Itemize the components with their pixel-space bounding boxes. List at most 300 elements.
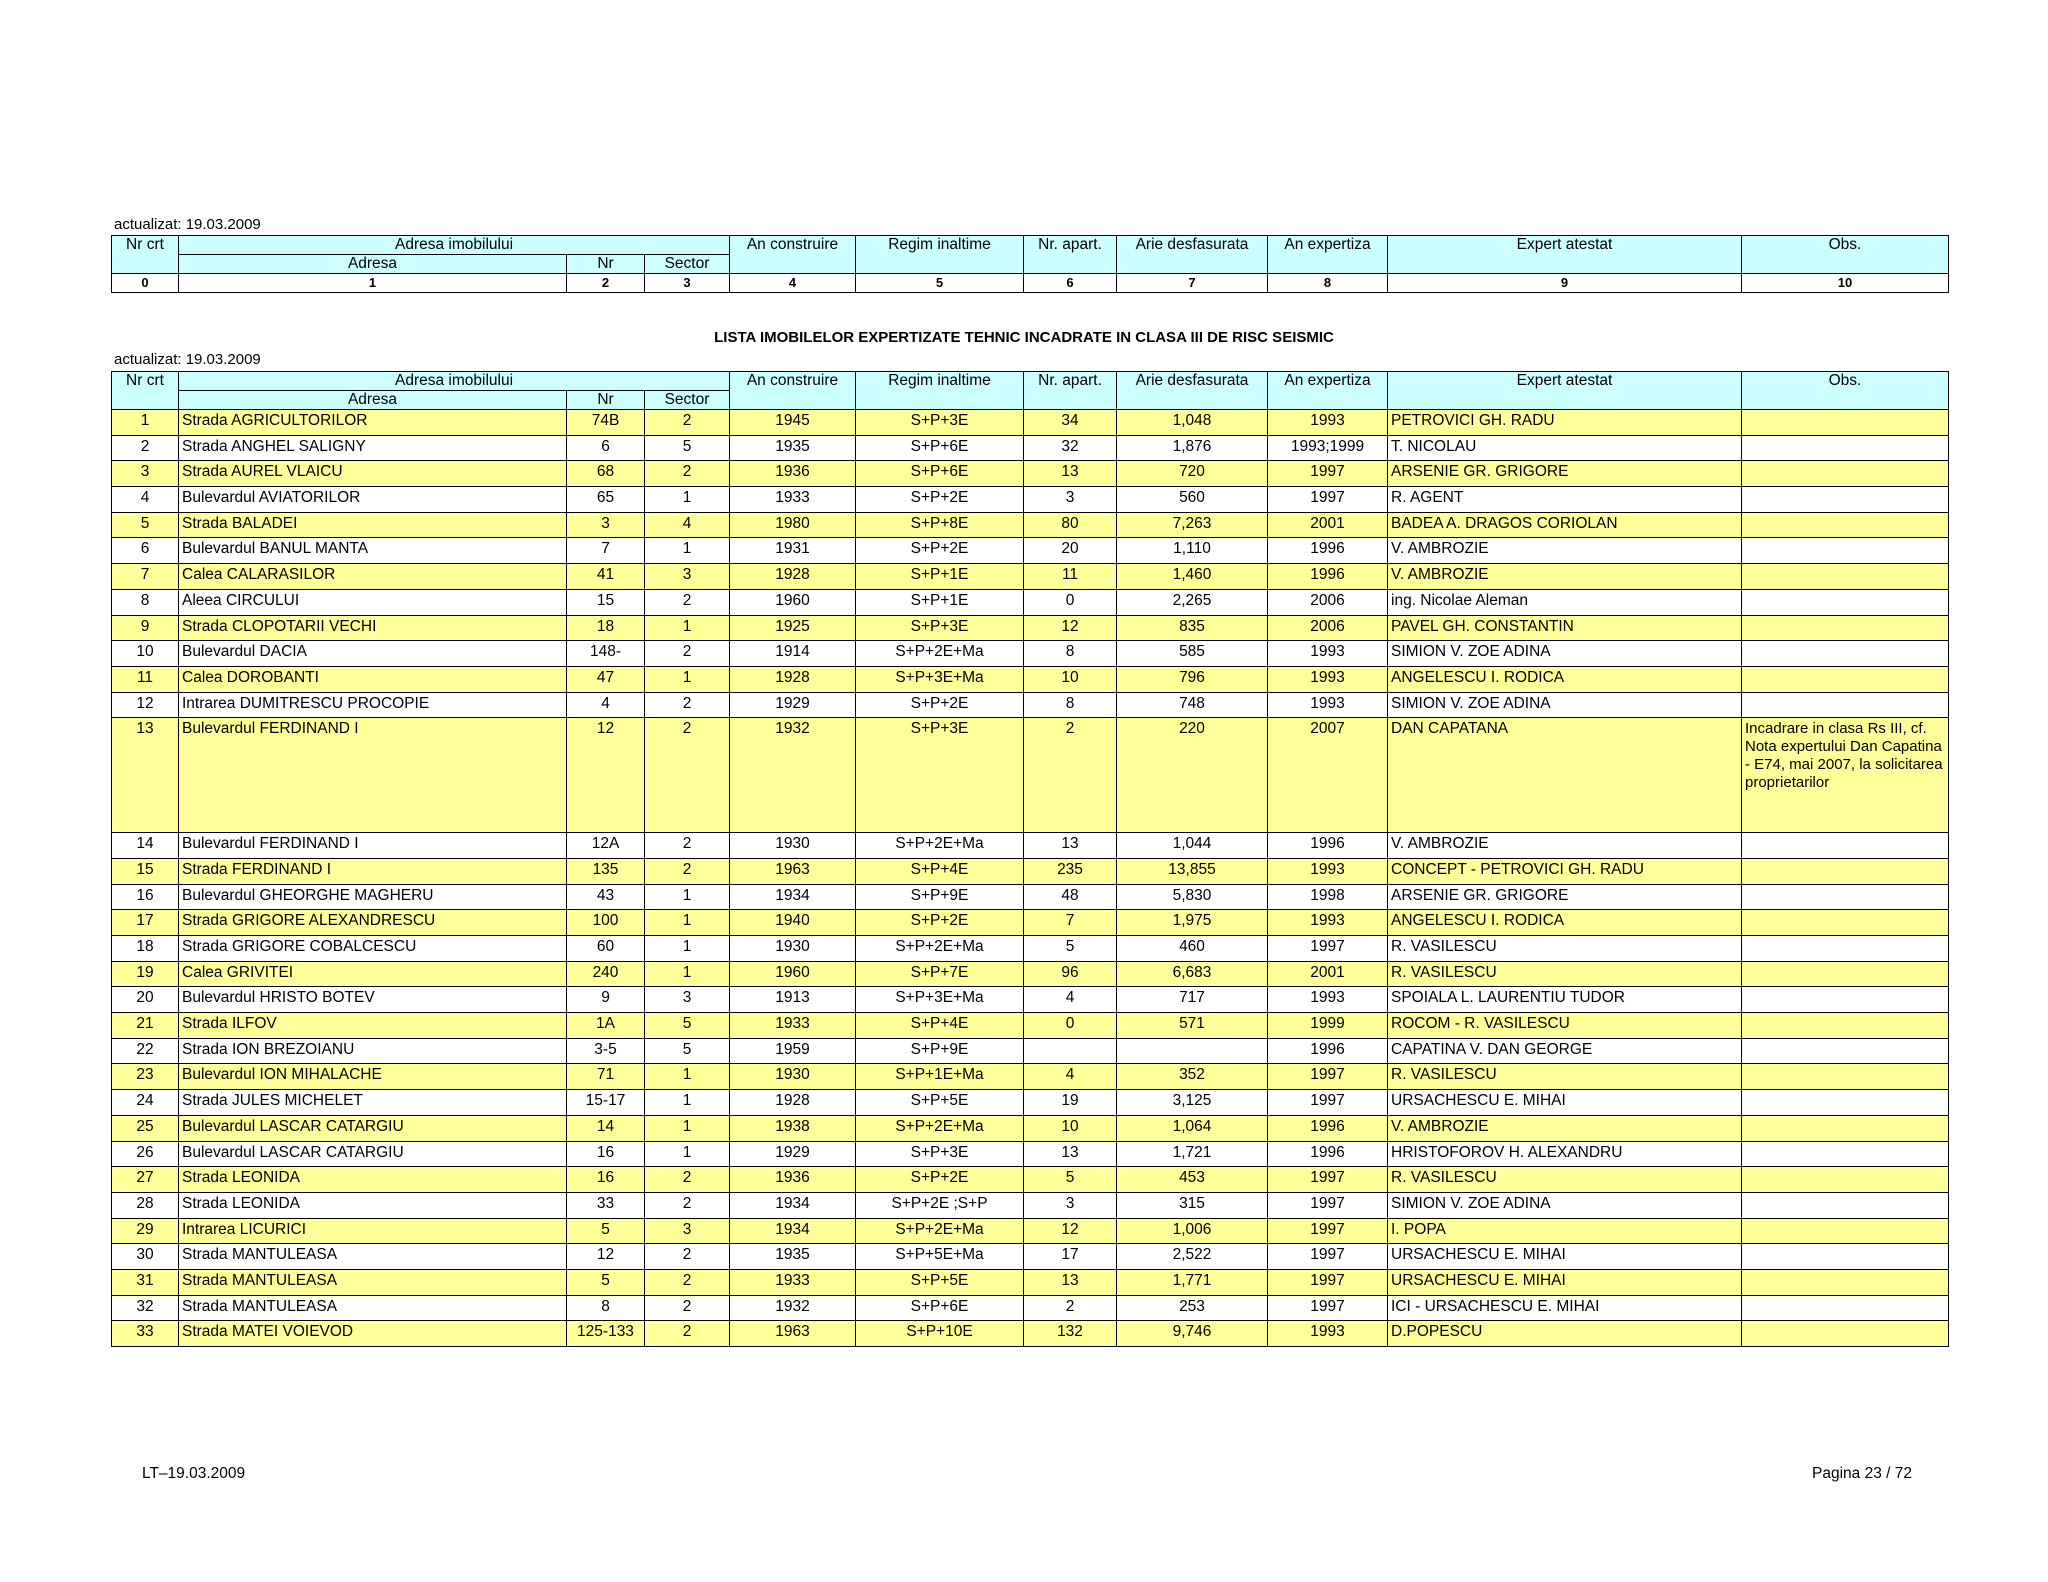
cell-adresa: Strada LEONIDA	[179, 1167, 567, 1193]
cell-an-expertiza: 1997	[1268, 1167, 1388, 1193]
cell-arie: 1,876	[1117, 435, 1268, 461]
header-expert: Expert atestat	[1388, 236, 1742, 274]
table-row	[112, 615, 1949, 641]
header-nr: Nr	[567, 255, 645, 274]
cell-an-expertiza: 1993	[1268, 858, 1388, 884]
table-row	[112, 1064, 1949, 1090]
cell-an-construire: 1963	[730, 858, 856, 884]
column-number: 2	[567, 274, 645, 293]
cell-regim-inaltime: S+P+2E	[856, 692, 1024, 718]
table-row	[112, 1090, 1949, 1116]
cell-arie: 1,721	[1117, 1141, 1268, 1167]
cell-an-construire: 1945	[730, 410, 856, 436]
table-row	[112, 833, 1949, 859]
cell-expert: T. NICOLAU	[1388, 435, 1742, 461]
cell-sector: 2	[645, 641, 730, 667]
cell-sector: 2	[645, 1321, 730, 1347]
cell-nr-crt: 11	[112, 666, 179, 692]
cell-nr-apart: 13	[1024, 1141, 1117, 1167]
cell-an-construire: 1928	[730, 666, 856, 692]
document-title: LISTA IMOBILELOR EXPERTIZATE TEHNIC INCADRATE IN CLASA III DE RISC SEISMIC	[714, 329, 1334, 346]
cell-nr-apart: 96	[1024, 961, 1117, 987]
cell-nr-crt: 33	[112, 1321, 179, 1347]
cell-nr-apart: 132	[1024, 1321, 1117, 1347]
cell-an-construire: 1980	[730, 512, 856, 538]
cell-sector: 1	[645, 910, 730, 936]
cell-nr: 60	[567, 936, 645, 962]
cell-nr-crt: 29	[112, 1218, 179, 1244]
cell-an-expertiza: 2001	[1268, 961, 1388, 987]
column-number: 3	[645, 274, 730, 293]
cell-obs	[1742, 410, 1949, 436]
cell-arie: 352	[1117, 1064, 1268, 1090]
table-row	[112, 1038, 1949, 1064]
cell-nr: 71	[567, 1064, 645, 1090]
cell-nr-crt: 2	[112, 435, 179, 461]
cell-nr: 5	[567, 1269, 645, 1295]
cell-obs	[1742, 833, 1949, 859]
cell-nr-crt: 32	[112, 1295, 179, 1321]
cell-adresa: Strada AUREL VLAICU	[179, 461, 567, 487]
cell-nr-crt: 12	[112, 692, 179, 718]
cell-expert: ANGELESCU I. RODICA	[1388, 910, 1742, 936]
cell-nr-apart: 80	[1024, 512, 1117, 538]
cell-nr-crt: 19	[112, 961, 179, 987]
cell-sector: 2	[645, 858, 730, 884]
cell-expert: ing. Nicolae Aleman	[1388, 589, 1742, 615]
cell-sector: 1	[645, 1115, 730, 1141]
cell-an-construire: 1935	[730, 1244, 856, 1270]
table-row	[112, 1013, 1949, 1039]
cell-nr: 3	[567, 512, 645, 538]
cell-obs	[1742, 538, 1949, 564]
cell-sector: 4	[645, 512, 730, 538]
cell-an-expertiza: 1997	[1268, 936, 1388, 962]
footer-date: LT–19.03.2009	[142, 1465, 246, 1482]
cell-sector: 1	[645, 666, 730, 692]
cell-an-expertiza: 1996	[1268, 1141, 1388, 1167]
cell-regim-inaltime: S+P+5E	[856, 1269, 1024, 1295]
cell-nr-apart: 11	[1024, 564, 1117, 590]
cell-an-expertiza: 1997	[1268, 461, 1388, 487]
cell-sector: 2	[645, 718, 730, 833]
cell-obs	[1742, 1244, 1949, 1270]
cell-adresa: Bulevardul LASCAR CATARGIU	[179, 1141, 567, 1167]
cell-an-expertiza: 1996	[1268, 538, 1388, 564]
cell-an-construire: 1925	[730, 615, 856, 641]
cell-arie: 13,855	[1117, 858, 1268, 884]
cell-expert: ANGELESCU I. RODICA	[1388, 666, 1742, 692]
table-row	[112, 1141, 1949, 1167]
cell-nr: 1A	[567, 1013, 645, 1039]
cell-adresa: Bulevardul FERDINAND I	[179, 833, 567, 859]
cell-nr-crt: 10	[112, 641, 179, 667]
header-nr-apart: Nr. apart.	[1024, 236, 1117, 274]
cell-obs	[1742, 1269, 1949, 1295]
cell-obs	[1742, 1192, 1949, 1218]
cell-nr: 68	[567, 461, 645, 487]
cell-arie: 1,460	[1117, 564, 1268, 590]
cell-an-expertiza: 1996	[1268, 564, 1388, 590]
cell-nr-apart: 7	[1024, 910, 1117, 936]
cell-obs: Incadrare in clasa Rs III, cf. Nota expertului Dan Capatina - E74, mai 2007, la solicitarea proprietarilor	[1742, 718, 1949, 833]
cell-an-construire: 1934	[730, 1218, 856, 1244]
cell-nr-crt: 16	[112, 884, 179, 910]
cell-an-expertiza: 1997	[1268, 1269, 1388, 1295]
cell-nr-apart: 48	[1024, 884, 1117, 910]
cell-expert: PETROVICI GH. RADU	[1388, 410, 1742, 436]
cell-an-expertiza: 1998	[1268, 884, 1388, 910]
cell-an-expertiza: 1997	[1268, 1064, 1388, 1090]
cell-an-expertiza: 1999	[1268, 1013, 1388, 1039]
cell-expert: PAVEL GH. CONSTANTIN	[1388, 615, 1742, 641]
cell-expert: V. AMBROZIE	[1388, 564, 1742, 590]
cell-an-expertiza: 2006	[1268, 589, 1388, 615]
cell-expert: ROCOM - R. VASILESCU	[1388, 1013, 1742, 1039]
cell-an-construire: 1930	[730, 833, 856, 859]
cell-obs	[1742, 961, 1949, 987]
cell-expert: D.POPESCU	[1388, 1321, 1742, 1347]
cell-an-construire: 1934	[730, 884, 856, 910]
cell-nr-crt: 22	[112, 1038, 179, 1064]
cell-obs	[1742, 1115, 1949, 1141]
cell-sector: 1	[645, 1090, 730, 1116]
cell-arie: 2,522	[1117, 1244, 1268, 1270]
table-row	[112, 589, 1949, 615]
cell-nr: 41	[567, 564, 645, 590]
cell-nr: 12	[567, 1244, 645, 1270]
cell-obs	[1742, 666, 1949, 692]
cell-obs	[1742, 564, 1949, 590]
cell-adresa: Intrarea LICURICI	[179, 1218, 567, 1244]
cell-obs	[1742, 692, 1949, 718]
cell-regim-inaltime: S+P+1E+Ma	[856, 1064, 1024, 1090]
cell-arie: 315	[1117, 1192, 1268, 1218]
table-row	[112, 461, 1949, 487]
header-adresa: Adresa	[179, 391, 567, 410]
cell-nr: 125-133	[567, 1321, 645, 1347]
cell-expert: R. AGENT	[1388, 487, 1742, 513]
column-number: 9	[1388, 274, 1742, 293]
cell-sector: 5	[645, 1038, 730, 1064]
cell-obs	[1742, 1090, 1949, 1116]
cell-arie: 717	[1117, 987, 1268, 1013]
cell-obs	[1742, 1321, 1949, 1347]
cell-expert: SIMION V. ZOE ADINA	[1388, 641, 1742, 667]
cell-adresa: Calea CALARASILOR	[179, 564, 567, 590]
cell-an-construire: 1935	[730, 435, 856, 461]
cell-expert: ARSENIE GR. GRIGORE	[1388, 461, 1742, 487]
cell-regim-inaltime: S+P+2E	[856, 1167, 1024, 1193]
cell-nr-crt: 8	[112, 589, 179, 615]
header-obs: Obs.	[1742, 372, 1949, 410]
cell-sector: 2	[645, 410, 730, 436]
cell-regim-inaltime: S+P+2E+Ma	[856, 1218, 1024, 1244]
header-nr-crt: Nr crt	[112, 236, 179, 274]
cell-nr-apart: 8	[1024, 641, 1117, 667]
cell-nr-crt: 5	[112, 512, 179, 538]
cell-expert: R. VASILESCU	[1388, 1064, 1742, 1090]
cell-arie: 585	[1117, 641, 1268, 667]
updated-label-top: actualizat: 19.03.2009	[114, 216, 261, 233]
header-adresa: Adresa	[179, 255, 567, 274]
cell-nr-crt: 23	[112, 1064, 179, 1090]
cell-arie: 7,263	[1117, 512, 1268, 538]
cell-arie: 720	[1117, 461, 1268, 487]
cell-expert: ICI - URSACHESCU E. MIHAI	[1388, 1295, 1742, 1321]
cell-regim-inaltime: S+P+2E+Ma	[856, 641, 1024, 667]
cell-an-construire: 1929	[730, 692, 856, 718]
cell-adresa: Strada JULES MICHELET	[179, 1090, 567, 1116]
cell-expert: SPOIALA L. LAURENTIU TUDOR	[1388, 987, 1742, 1013]
table-row	[112, 1115, 1949, 1141]
cell-nr-apart: 32	[1024, 435, 1117, 461]
cell-nr-crt: 13	[112, 718, 179, 833]
cell-an-expertiza: 1993	[1268, 666, 1388, 692]
cell-adresa: Bulevardul LASCAR CATARGIU	[179, 1115, 567, 1141]
cell-arie: 1,110	[1117, 538, 1268, 564]
cell-an-expertiza: 2001	[1268, 512, 1388, 538]
column-number: 1	[179, 274, 567, 293]
cell-nr-apart: 0	[1024, 1013, 1117, 1039]
cell-nr-apart: 10	[1024, 666, 1117, 692]
cell-obs	[1742, 1141, 1949, 1167]
cell-regim-inaltime: S+P+8E	[856, 512, 1024, 538]
cell-an-construire: 1928	[730, 564, 856, 590]
cell-arie: 2,265	[1117, 589, 1268, 615]
cell-nr-crt: 28	[112, 1192, 179, 1218]
cell-an-construire: 1928	[730, 1090, 856, 1116]
table-row	[112, 858, 1949, 884]
cell-regim-inaltime: S+P+7E	[856, 961, 1024, 987]
cell-nr-apart: 235	[1024, 858, 1117, 884]
cell-regim-inaltime: S+P+2E ;S+P	[856, 1192, 1024, 1218]
cell-nr-crt: 20	[112, 987, 179, 1013]
cell-arie: 1,064	[1117, 1115, 1268, 1141]
cell-arie: 9,746	[1117, 1321, 1268, 1347]
cell-nr-crt: 30	[112, 1244, 179, 1270]
header-an-expertiza: An expertiza	[1268, 236, 1388, 274]
cell-nr: 18	[567, 615, 645, 641]
cell-nr-apart: 13	[1024, 461, 1117, 487]
cell-arie: 453	[1117, 1167, 1268, 1193]
header-nr-crt: Nr crt	[112, 372, 179, 410]
cell-arie: 5,830	[1117, 884, 1268, 910]
cell-adresa: Strada MANTULEASA	[179, 1269, 567, 1295]
cell-arie: 1,975	[1117, 910, 1268, 936]
cell-nr-apart: 8	[1024, 692, 1117, 718]
cell-nr: 3-5	[567, 1038, 645, 1064]
cell-expert: SIMION V. ZOE ADINA	[1388, 692, 1742, 718]
cell-expert: V. AMBROZIE	[1388, 1115, 1742, 1141]
cell-regim-inaltime: S+P+2E	[856, 538, 1024, 564]
header-table-top	[111, 235, 1949, 293]
cell-nr-crt: 25	[112, 1115, 179, 1141]
cell-obs	[1742, 884, 1949, 910]
cell-an-construire: 1930	[730, 936, 856, 962]
cell-nr-apart: 12	[1024, 615, 1117, 641]
cell-nr-apart: 34	[1024, 410, 1117, 436]
cell-adresa: Strada CLOPOTARII VECHI	[179, 615, 567, 641]
table-row	[112, 910, 1949, 936]
cell-an-construire: 1959	[730, 1038, 856, 1064]
cell-regim-inaltime: S+P+3E+Ma	[856, 987, 1024, 1013]
cell-nr-crt: 4	[112, 487, 179, 513]
cell-adresa: Bulevardul FERDINAND I	[179, 718, 567, 833]
cell-adresa: Bulevardul BANUL MANTA	[179, 538, 567, 564]
cell-sector: 3	[645, 987, 730, 1013]
table-row	[112, 564, 1949, 590]
cell-an-expertiza: 1993;1999	[1268, 435, 1388, 461]
cell-nr: 100	[567, 910, 645, 936]
cell-an-expertiza: 1993	[1268, 910, 1388, 936]
cell-nr-apart: 5	[1024, 1167, 1117, 1193]
cell-an-construire: 1933	[730, 1013, 856, 1039]
cell-sector: 1	[645, 1141, 730, 1167]
cell-arie: 571	[1117, 1013, 1268, 1039]
cell-nr-apart: 4	[1024, 1064, 1117, 1090]
header-sector: Sector	[645, 255, 730, 274]
cell-arie: 796	[1117, 666, 1268, 692]
cell-regim-inaltime: S+P+3E	[856, 1141, 1024, 1167]
cell-an-construire: 1933	[730, 1269, 856, 1295]
column-number: 4	[730, 274, 856, 293]
cell-adresa: Intrarea DUMITRESCU PROCOPIE	[179, 692, 567, 718]
cell-an-expertiza: 1993	[1268, 1321, 1388, 1347]
cell-arie: 253	[1117, 1295, 1268, 1321]
header-regim-inaltime: Regim inaltime	[856, 236, 1024, 274]
cell-sector: 1	[645, 884, 730, 910]
cell-an-expertiza: 1996	[1268, 1115, 1388, 1141]
header-an-construire: An construire	[730, 236, 856, 274]
cell-sector: 1	[645, 936, 730, 962]
cell-arie: 3,125	[1117, 1090, 1268, 1116]
table-row	[112, 410, 1949, 436]
cell-an-construire: 1963	[730, 1321, 856, 1347]
cell-nr-crt: 26	[112, 1141, 179, 1167]
cell-an-expertiza: 1997	[1268, 1218, 1388, 1244]
cell-arie: 1,048	[1117, 410, 1268, 436]
header-an-expertiza: An expertiza	[1268, 372, 1388, 410]
header-an-construire: An construire	[730, 372, 856, 410]
cell-regim-inaltime: S+P+2E+Ma	[856, 1115, 1024, 1141]
cell-nr-crt: 17	[112, 910, 179, 936]
cell-nr-apart: 17	[1024, 1244, 1117, 1270]
cell-an-expertiza: 1993	[1268, 641, 1388, 667]
cell-nr: 9	[567, 987, 645, 1013]
cell-nr-crt: 6	[112, 538, 179, 564]
cell-nr-apart: 2	[1024, 1295, 1117, 1321]
cell-sector: 2	[645, 461, 730, 487]
cell-obs	[1742, 512, 1949, 538]
cell-adresa: Strada ION BREZOIANU	[179, 1038, 567, 1064]
cell-obs	[1742, 1064, 1949, 1090]
cell-expert: HRISTOFOROV H. ALEXANDRU	[1388, 1141, 1742, 1167]
cell-obs	[1742, 987, 1949, 1013]
cell-adresa: Bulevardul AVIATORILOR	[179, 487, 567, 513]
cell-regim-inaltime: S+P+3E+Ma	[856, 666, 1024, 692]
cell-arie: 1,771	[1117, 1269, 1268, 1295]
cell-regim-inaltime: S+P+6E	[856, 435, 1024, 461]
cell-adresa: Bulevardul DACIA	[179, 641, 567, 667]
cell-regim-inaltime: S+P+2E+Ma	[856, 833, 1024, 859]
cell-nr: 33	[567, 1192, 645, 1218]
cell-obs	[1742, 858, 1949, 884]
cell-regim-inaltime: S+P+10E	[856, 1321, 1024, 1347]
table-row	[112, 718, 1949, 833]
cell-an-expertiza: 1996	[1268, 1038, 1388, 1064]
cell-arie: 460	[1117, 936, 1268, 962]
cell-expert: DAN CAPATANA	[1388, 718, 1742, 833]
cell-sector: 2	[645, 1167, 730, 1193]
cell-nr-crt: 1	[112, 410, 179, 436]
cell-an-construire: 1913	[730, 987, 856, 1013]
cell-an-expertiza: 1993	[1268, 410, 1388, 436]
cell-adresa: Strada MATEI VOIEVOD	[179, 1321, 567, 1347]
table-row	[112, 512, 1949, 538]
cell-nr-crt: 18	[112, 936, 179, 962]
cell-nr-crt: 14	[112, 833, 179, 859]
cell-expert: URSACHESCU E. MIHAI	[1388, 1090, 1742, 1116]
cell-nr: 135	[567, 858, 645, 884]
cell-regim-inaltime: S+P+2E	[856, 910, 1024, 936]
cell-nr-crt: 3	[112, 461, 179, 487]
cell-arie: 560	[1117, 487, 1268, 513]
cell-nr-apart: 20	[1024, 538, 1117, 564]
cell-adresa: Strada GRIGORE COBALCESCU	[179, 936, 567, 962]
cell-arie: 6,683	[1117, 961, 1268, 987]
cell-an-expertiza: 1997	[1268, 1295, 1388, 1321]
cell-nr: 12	[567, 718, 645, 833]
cell-regim-inaltime: S+P+9E	[856, 884, 1024, 910]
cell-an-construire: 1932	[730, 718, 856, 833]
cell-obs	[1742, 615, 1949, 641]
cell-sector: 1	[645, 1064, 730, 1090]
cell-nr-crt: 15	[112, 858, 179, 884]
cell-obs	[1742, 1167, 1949, 1193]
cell-sector: 2	[645, 589, 730, 615]
cell-adresa: Strada LEONIDA	[179, 1192, 567, 1218]
cell-an-expertiza: 1997	[1268, 1192, 1388, 1218]
table-row	[112, 1244, 1949, 1270]
cell-an-expertiza: 2007	[1268, 718, 1388, 833]
table-row	[112, 936, 1949, 962]
cell-nr-apart: 13	[1024, 1269, 1117, 1295]
cell-an-construire: 1936	[730, 1167, 856, 1193]
cell-adresa: Strada ANGHEL SALIGNY	[179, 435, 567, 461]
cell-obs	[1742, 1218, 1949, 1244]
cell-an-expertiza: 2006	[1268, 615, 1388, 641]
cell-nr-apart: 3	[1024, 487, 1117, 513]
cell-expert: CONCEPT - PETROVICI GH. RADU	[1388, 858, 1742, 884]
cell-expert: SIMION V. ZOE ADINA	[1388, 1192, 1742, 1218]
header-adresa-imobilului: Adresa imobilului	[179, 236, 730, 255]
cell-sector: 1	[645, 487, 730, 513]
cell-nr-crt: 21	[112, 1013, 179, 1039]
cell-sector: 2	[645, 1269, 730, 1295]
header-obs: Obs.	[1742, 236, 1949, 274]
cell-an-construire: 1931	[730, 538, 856, 564]
cell-nr-crt: 7	[112, 564, 179, 590]
cell-adresa: Bulevardul ION MIHALACHE	[179, 1064, 567, 1090]
cell-adresa: Strada FERDINAND I	[179, 858, 567, 884]
cell-sector: 1	[645, 615, 730, 641]
cell-nr: 16	[567, 1167, 645, 1193]
cell-nr: 43	[567, 884, 645, 910]
cell-an-construire: 1936	[730, 461, 856, 487]
cell-sector: 1	[645, 538, 730, 564]
cell-adresa: Strada BALADEI	[179, 512, 567, 538]
